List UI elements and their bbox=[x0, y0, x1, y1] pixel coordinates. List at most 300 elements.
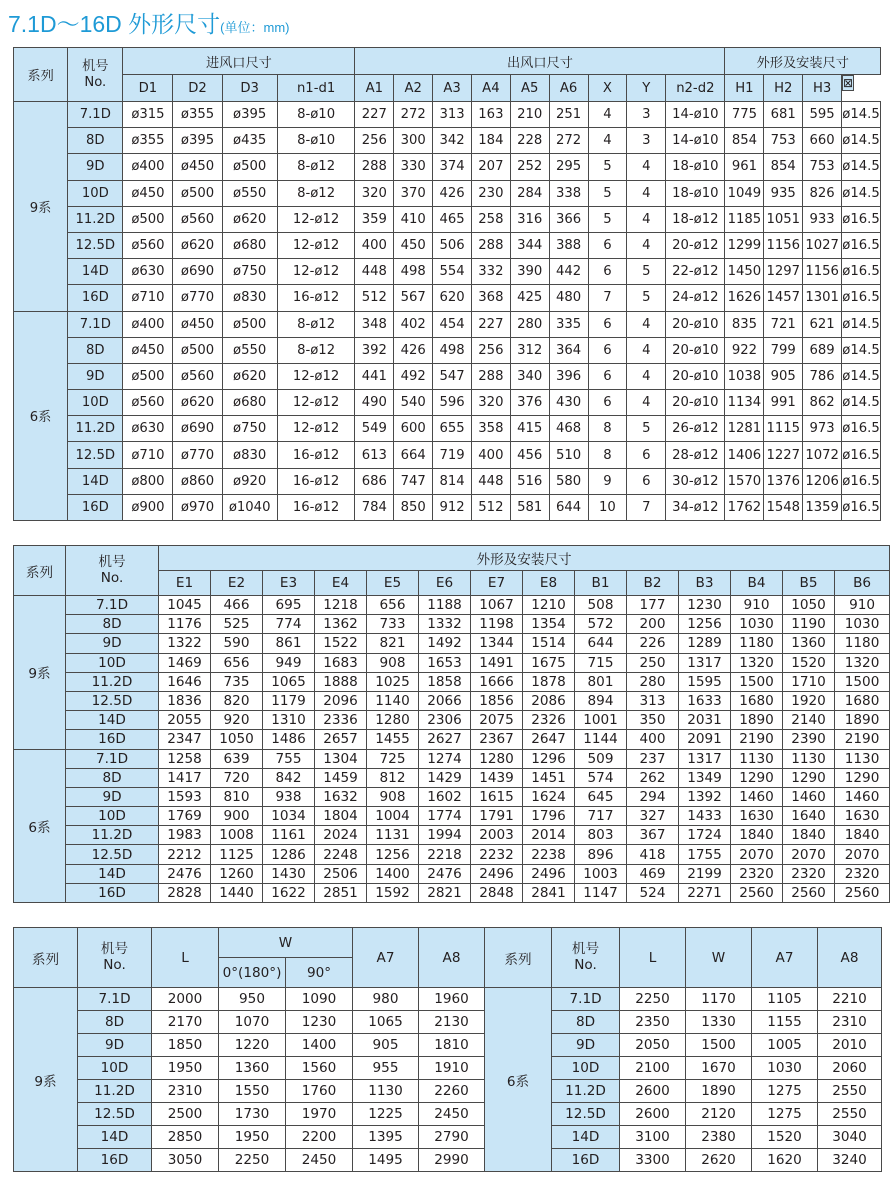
value-cell: 4 bbox=[627, 180, 666, 206]
header-L-left: L bbox=[152, 928, 219, 988]
value-cell: 469 bbox=[627, 864, 679, 883]
value-cell: 418 bbox=[627, 845, 679, 864]
value-cell: 2210 bbox=[818, 988, 882, 1011]
value-cell: 1281 bbox=[725, 416, 764, 442]
value-cell: 567 bbox=[394, 285, 433, 311]
value-cell: 1406 bbox=[725, 442, 764, 468]
value-cell: 316 bbox=[510, 206, 549, 232]
header-install: 外形及安装尺寸 bbox=[159, 546, 890, 571]
value-cell: 1130 bbox=[353, 1080, 419, 1103]
value-cell: 370 bbox=[394, 180, 433, 206]
value-cell: 1156 bbox=[803, 259, 842, 285]
value-cell: 862 bbox=[803, 390, 842, 416]
value-cell: 230 bbox=[471, 180, 510, 206]
value-cell: 1140 bbox=[367, 691, 419, 710]
value-cell: 1910 bbox=[419, 1057, 485, 1080]
value-cell: ø500 bbox=[222, 154, 277, 180]
value-cell: 313 bbox=[433, 102, 472, 128]
value-cell: 376 bbox=[510, 390, 549, 416]
value-cell: 1890 bbox=[686, 1080, 752, 1103]
value-cell: 1620 bbox=[752, 1149, 818, 1172]
value-cell: 2320 bbox=[835, 864, 890, 883]
model-cell: 8D bbox=[78, 1011, 152, 1034]
value-cell: 905 bbox=[353, 1034, 419, 1057]
model-cell: 8D bbox=[68, 128, 123, 154]
value-cell: 1653 bbox=[419, 653, 471, 672]
model-cell: 11.2D bbox=[66, 826, 159, 845]
value-cell: 991 bbox=[764, 390, 803, 416]
value-cell: 2130 bbox=[419, 1011, 485, 1034]
value-cell: 258 bbox=[471, 206, 510, 232]
column-header-b1: B1 bbox=[575, 571, 627, 596]
model-cell: 12.5D bbox=[68, 442, 123, 468]
value-cell: 1514 bbox=[523, 634, 575, 653]
value-cell: 280 bbox=[627, 672, 679, 691]
value-cell: 2506 bbox=[315, 864, 367, 883]
value-cell: 1646 bbox=[159, 672, 211, 691]
value-cell: 2496 bbox=[471, 864, 523, 883]
table-row bbox=[14, 864, 890, 883]
value-cell: 1630 bbox=[835, 807, 890, 826]
header-series-left: 系列 bbox=[14, 928, 78, 988]
value-cell: 1392 bbox=[679, 787, 731, 806]
value-cell: 454 bbox=[433, 311, 472, 337]
table-row bbox=[14, 807, 890, 826]
table-row bbox=[14, 468, 881, 494]
model-cell: 11.2D bbox=[66, 672, 159, 691]
value-cell: 2014 bbox=[523, 826, 575, 845]
value-cell: 1804 bbox=[315, 807, 367, 826]
model-cell: 11.2D bbox=[68, 416, 123, 442]
value-cell: 2024 bbox=[315, 826, 367, 845]
header-A8-right: A8 bbox=[818, 928, 882, 988]
value-cell: 342 bbox=[433, 128, 472, 154]
value-cell: 24-ø12 bbox=[666, 285, 725, 311]
column-header-e8: E8 bbox=[523, 571, 575, 596]
value-cell: 1451 bbox=[523, 768, 575, 787]
value-cell: 547 bbox=[433, 363, 472, 389]
value-cell: 1280 bbox=[471, 749, 523, 768]
value-cell: 2086 bbox=[523, 691, 575, 710]
value-cell: 1004 bbox=[367, 807, 419, 826]
value-cell: 466 bbox=[211, 596, 263, 615]
value-cell: 359 bbox=[355, 206, 394, 232]
value-cell: 1030 bbox=[752, 1057, 818, 1080]
value-cell: 8-ø12 bbox=[277, 311, 355, 337]
value-cell: 1230 bbox=[679, 596, 731, 615]
value-cell: ø800 bbox=[123, 468, 173, 494]
value-cell: 720 bbox=[211, 768, 263, 787]
title-unit: (单位：mm) bbox=[220, 20, 290, 35]
value-cell: ø16.5 bbox=[842, 494, 881, 520]
value-cell: ø770 bbox=[173, 442, 222, 468]
value-cell: 912 bbox=[433, 494, 472, 520]
value-cell: 1359 bbox=[803, 494, 842, 520]
value-cell: 288 bbox=[355, 154, 394, 180]
value-cell: 2347 bbox=[159, 730, 211, 749]
table-row bbox=[14, 180, 881, 206]
value-cell: 3100 bbox=[620, 1126, 686, 1149]
value-cell: 1330 bbox=[686, 1011, 752, 1034]
value-cell: 6 bbox=[588, 390, 627, 416]
column-header-a5: A5 bbox=[510, 75, 549, 102]
series-cell-left: 9系 bbox=[14, 988, 78, 1172]
value-cell: 1050 bbox=[783, 596, 835, 615]
value-cell: 18-ø10 bbox=[666, 180, 725, 206]
model-cell: 8D bbox=[552, 1011, 620, 1034]
value-cell: 16-ø12 bbox=[277, 285, 355, 311]
value-cell: 1622 bbox=[263, 883, 315, 902]
value-cell: 1218 bbox=[315, 596, 367, 615]
value-cell: 177 bbox=[627, 596, 679, 615]
value-cell: 338 bbox=[549, 180, 588, 206]
value-cell: 8 bbox=[588, 416, 627, 442]
value-cell: 402 bbox=[394, 311, 433, 337]
value-cell: 1317 bbox=[679, 653, 731, 672]
value-cell: 2190 bbox=[835, 730, 890, 749]
value-cell: 34-ø12 bbox=[666, 494, 725, 520]
value-cell: 950 bbox=[219, 988, 286, 1011]
value-cell: 1615 bbox=[471, 787, 523, 806]
value-cell: 2627 bbox=[419, 730, 471, 749]
value-cell: ø710 bbox=[123, 442, 173, 468]
value-cell: 660 bbox=[803, 128, 842, 154]
value-cell: 1301 bbox=[803, 285, 842, 311]
value-cell: 12-ø12 bbox=[277, 416, 355, 442]
value-cell: 1774 bbox=[419, 807, 471, 826]
value-cell: 2310 bbox=[818, 1011, 882, 1034]
page-title bbox=[8, 7, 290, 41]
value-cell: 821 bbox=[367, 634, 419, 653]
column-header-hole-dia: ⊠ bbox=[843, 76, 854, 90]
value-cell: 2450 bbox=[419, 1103, 485, 1126]
value-cell: 256 bbox=[355, 128, 394, 154]
value-cell: 2476 bbox=[419, 864, 471, 883]
value-cell: 1005 bbox=[752, 1034, 818, 1057]
value-cell: 644 bbox=[549, 494, 588, 520]
value-cell: 1065 bbox=[263, 672, 315, 691]
value-cell: 2320 bbox=[731, 864, 783, 883]
model-cell: 10D bbox=[66, 807, 159, 826]
value-cell: 262 bbox=[627, 768, 679, 787]
value-cell: 250 bbox=[627, 653, 679, 672]
table-row bbox=[14, 416, 881, 442]
value-cell: 320 bbox=[471, 390, 510, 416]
value-cell: 5 bbox=[627, 285, 666, 311]
model-cell: 12.5D bbox=[78, 1103, 152, 1126]
value-cell: 295 bbox=[549, 154, 588, 180]
value-cell: 3 bbox=[627, 128, 666, 154]
value-cell: 6 bbox=[588, 363, 627, 389]
value-cell: 506 bbox=[433, 232, 472, 258]
model-cell: 14D bbox=[78, 1126, 152, 1149]
value-cell: ø400 bbox=[123, 311, 173, 337]
value-cell: 12-ø12 bbox=[277, 363, 355, 389]
value-cell: 425 bbox=[510, 285, 549, 311]
value-cell: 256 bbox=[471, 337, 510, 363]
value-cell: 358 bbox=[471, 416, 510, 442]
value-cell: 645 bbox=[575, 787, 627, 806]
value-cell: 1290 bbox=[783, 768, 835, 787]
value-cell: 596 bbox=[433, 390, 472, 416]
value-cell: ø680 bbox=[222, 232, 277, 258]
value-cell: 5 bbox=[588, 180, 627, 206]
value-cell: 814 bbox=[433, 468, 472, 494]
value-cell: 1429 bbox=[419, 768, 471, 787]
model-cell: 12.5D bbox=[66, 845, 159, 864]
value-cell: 1290 bbox=[835, 768, 890, 787]
value-cell: 6 bbox=[588, 259, 627, 285]
value-cell: 656 bbox=[367, 596, 419, 615]
value-cell: 2320 bbox=[783, 864, 835, 883]
value-cell: 1274 bbox=[419, 749, 471, 768]
table-row bbox=[14, 311, 881, 337]
value-cell: 16-ø12 bbox=[277, 468, 355, 494]
value-cell: 2070 bbox=[783, 845, 835, 864]
value-cell: 2250 bbox=[620, 988, 686, 1011]
value-cell: 1960 bbox=[419, 988, 485, 1011]
value-cell: 20-ø10 bbox=[666, 390, 725, 416]
value-cell: ø620 bbox=[173, 232, 222, 258]
value-cell: 1950 bbox=[219, 1126, 286, 1149]
value-cell: 1762 bbox=[725, 494, 764, 520]
value-cell: 2100 bbox=[620, 1057, 686, 1080]
value-cell: 2550 bbox=[818, 1103, 882, 1126]
value-cell: 850 bbox=[394, 494, 433, 520]
value-cell: 4 bbox=[588, 102, 627, 128]
value-cell: 1147 bbox=[575, 883, 627, 902]
value-cell: 368 bbox=[471, 285, 510, 311]
value-cell: 1890 bbox=[835, 711, 890, 730]
value-cell: 2170 bbox=[152, 1011, 219, 1034]
value-cell: 1683 bbox=[315, 653, 367, 672]
value-cell: 600 bbox=[394, 416, 433, 442]
value-cell: 2091 bbox=[679, 730, 731, 749]
value-cell: 163 bbox=[471, 102, 510, 128]
value-cell: 686 bbox=[355, 468, 394, 494]
value-cell: 715 bbox=[575, 653, 627, 672]
value-cell: 1198 bbox=[471, 615, 523, 634]
value-cell: 448 bbox=[471, 468, 510, 494]
value-cell: 1595 bbox=[679, 672, 731, 691]
model-cell: 14D bbox=[68, 259, 123, 285]
table-row bbox=[14, 1126, 882, 1149]
value-cell: 747 bbox=[394, 468, 433, 494]
value-cell: 1275 bbox=[752, 1080, 818, 1103]
value-cell: 1299 bbox=[725, 232, 764, 258]
value-cell: 786 bbox=[803, 363, 842, 389]
value-cell: 961 bbox=[725, 154, 764, 180]
table-row bbox=[14, 154, 881, 180]
value-cell: 1755 bbox=[679, 845, 731, 864]
column-header-d1: D1 bbox=[123, 75, 173, 102]
model-cell: 9D bbox=[68, 363, 123, 389]
value-cell: 656 bbox=[211, 653, 263, 672]
value-cell: 3240 bbox=[818, 1149, 882, 1172]
value-cell: 1417 bbox=[159, 768, 211, 787]
value-cell: 1680 bbox=[835, 691, 890, 710]
value-cell: 1560 bbox=[286, 1057, 353, 1080]
value-cell: 2367 bbox=[471, 730, 523, 749]
value-cell: 717 bbox=[575, 807, 627, 826]
value-cell: 2550 bbox=[818, 1080, 882, 1103]
value-cell: 1920 bbox=[783, 691, 835, 710]
value-cell: 753 bbox=[764, 128, 803, 154]
value-cell: 415 bbox=[510, 416, 549, 442]
value-cell: ø14.5 bbox=[842, 363, 881, 389]
value-cell: 1210 bbox=[523, 596, 575, 615]
value-cell: 1008 bbox=[211, 826, 263, 845]
value-cell: 1030 bbox=[835, 615, 890, 634]
column-header-e5: E5 bbox=[367, 571, 419, 596]
value-cell: 620 bbox=[433, 285, 472, 311]
value-cell: 512 bbox=[355, 285, 394, 311]
value-cell: 9 bbox=[588, 468, 627, 494]
value-cell: 350 bbox=[627, 711, 679, 730]
value-cell: 801 bbox=[575, 672, 627, 691]
column-header-e1: E1 bbox=[159, 571, 211, 596]
value-cell: 2238 bbox=[523, 845, 575, 864]
model-cell: 10D bbox=[552, 1057, 620, 1080]
value-cell: 1170 bbox=[686, 988, 752, 1011]
value-cell: 8-ø12 bbox=[277, 337, 355, 363]
model-cell: 8D bbox=[68, 337, 123, 363]
value-cell: 2096 bbox=[315, 691, 367, 710]
value-cell: 320 bbox=[355, 180, 394, 206]
title-main: 7.1D～16D 外形尺寸 bbox=[8, 11, 221, 37]
value-cell: 753 bbox=[803, 154, 842, 180]
value-cell: 200 bbox=[627, 615, 679, 634]
value-cell: 184 bbox=[471, 128, 510, 154]
value-cell: 8-ø10 bbox=[277, 102, 355, 128]
value-cell: 8 bbox=[588, 442, 627, 468]
value-cell: ø14.5 bbox=[842, 337, 881, 363]
value-cell: 1455 bbox=[367, 730, 419, 749]
value-cell: 1125 bbox=[211, 845, 263, 864]
column-header-a1: A1 bbox=[355, 75, 394, 102]
value-cell: 1632 bbox=[315, 787, 367, 806]
value-cell: 1115 bbox=[764, 416, 803, 442]
value-cell: 910 bbox=[731, 596, 783, 615]
value-cell: 348 bbox=[355, 311, 394, 337]
value-cell: 896 bbox=[575, 845, 627, 864]
value-cell: 396 bbox=[549, 363, 588, 389]
table-row bbox=[14, 615, 890, 634]
value-cell: 1459 bbox=[315, 768, 367, 787]
value-cell: 1520 bbox=[752, 1126, 818, 1149]
value-cell: 1520 bbox=[783, 653, 835, 672]
value-cell: 1322 bbox=[159, 634, 211, 653]
value-cell: 2560 bbox=[783, 883, 835, 902]
value-cell: 1469 bbox=[159, 653, 211, 672]
value-cell: 1344 bbox=[471, 634, 523, 653]
value-cell: 2560 bbox=[835, 883, 890, 902]
value-cell: ø14.5 bbox=[842, 180, 881, 206]
value-cell: 1286 bbox=[263, 845, 315, 864]
value-cell: 498 bbox=[433, 337, 472, 363]
value-cell: ø315 bbox=[123, 102, 173, 128]
value-cell: 367 bbox=[627, 826, 679, 845]
value-cell: 1256 bbox=[679, 615, 731, 634]
value-cell: 210 bbox=[510, 102, 549, 128]
value-cell: ø400 bbox=[123, 154, 173, 180]
value-cell: 251 bbox=[549, 102, 588, 128]
value-cell: 973 bbox=[803, 416, 842, 442]
value-cell: 735 bbox=[211, 672, 263, 691]
value-cell: 392 bbox=[355, 337, 394, 363]
value-cell: 4 bbox=[627, 206, 666, 232]
header-model: 机号 No. bbox=[66, 546, 159, 596]
value-cell: ø620 bbox=[173, 390, 222, 416]
value-cell: 1332 bbox=[419, 615, 471, 634]
value-cell: 2326 bbox=[523, 711, 575, 730]
value-cell: 288 bbox=[471, 232, 510, 258]
value-cell: 1176 bbox=[159, 615, 211, 634]
value-cell: 1888 bbox=[315, 672, 367, 691]
value-cell: 1289 bbox=[679, 634, 731, 653]
value-cell: 2560 bbox=[731, 883, 783, 902]
value-cell: 508 bbox=[575, 596, 627, 615]
value-cell: ø550 bbox=[222, 180, 277, 206]
header-model-left: 机号 No. bbox=[78, 928, 152, 988]
value-cell: 5 bbox=[588, 206, 627, 232]
value-cell: ø14.5 bbox=[842, 311, 881, 337]
value-cell: 1275 bbox=[752, 1103, 818, 1126]
value-cell: 1290 bbox=[731, 768, 783, 787]
value-cell: 1188 bbox=[419, 596, 471, 615]
value-cell: 621 bbox=[803, 311, 842, 337]
value-cell: 842 bbox=[263, 768, 315, 787]
value-cell: 5 bbox=[588, 154, 627, 180]
value-cell: 1180 bbox=[731, 634, 783, 653]
value-cell: ø750 bbox=[222, 416, 277, 442]
value-cell: 4 bbox=[588, 128, 627, 154]
value-cell: 1131 bbox=[367, 826, 419, 845]
inlet-outlet-dimension-table bbox=[13, 47, 881, 521]
value-cell: 20-ø10 bbox=[666, 311, 725, 337]
table-row bbox=[14, 1149, 882, 1172]
value-cell: 207 bbox=[471, 154, 510, 180]
value-cell: 2031 bbox=[679, 711, 731, 730]
model-cell: 7.1D bbox=[66, 749, 159, 768]
value-cell: 1602 bbox=[419, 787, 471, 806]
value-cell: 1994 bbox=[419, 826, 471, 845]
model-cell: 11.2D bbox=[78, 1080, 152, 1103]
value-cell: 8-ø12 bbox=[277, 180, 355, 206]
value-cell: 272 bbox=[549, 128, 588, 154]
model-cell: 16D bbox=[552, 1149, 620, 1172]
value-cell: 1548 bbox=[764, 494, 803, 520]
value-cell: 1593 bbox=[159, 787, 211, 806]
value-cell: 327 bbox=[627, 807, 679, 826]
value-cell: 1624 bbox=[523, 787, 575, 806]
value-cell: 448 bbox=[355, 259, 394, 285]
value-cell: 272 bbox=[394, 102, 433, 128]
base-dimension-table bbox=[13, 927, 882, 1172]
value-cell: 595 bbox=[803, 102, 842, 128]
value-cell: 2647 bbox=[523, 730, 575, 749]
value-cell: 18-ø12 bbox=[666, 206, 725, 232]
value-cell: 1258 bbox=[159, 749, 211, 768]
value-cell: 480 bbox=[549, 285, 588, 311]
value-cell: ø680 bbox=[222, 390, 277, 416]
value-cell: ø16.5 bbox=[842, 468, 881, 494]
value-cell: 1500 bbox=[686, 1034, 752, 1057]
value-cell: ø710 bbox=[123, 285, 173, 311]
value-cell: ø560 bbox=[173, 363, 222, 389]
table-row bbox=[14, 285, 881, 311]
value-cell: 955 bbox=[353, 1057, 419, 1080]
